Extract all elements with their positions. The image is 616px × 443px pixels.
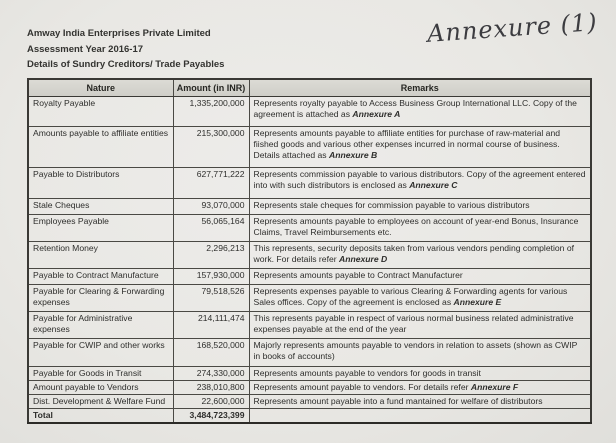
- nature-cell: Stale Cheques: [28, 198, 173, 214]
- table-row: [28, 366, 591, 380]
- total-row: [28, 408, 591, 423]
- remarks-cell: Represents commission payable to various distributors. Copy of the agreement entered into with such distributors is enclosed as Annexure C: [249, 167, 591, 198]
- table-row: [28, 198, 591, 214]
- amount-cell: 157,930,000: [173, 268, 249, 284]
- remarks-cell: Represents stale cheques for commission payable to various distributors: [249, 198, 591, 214]
- nature-cell: Royalty Payable: [28, 96, 173, 126]
- total-remarks-cell: [249, 408, 591, 423]
- handwritten-annexure-note: Annexure (1): [426, 8, 599, 48]
- table-row: [28, 311, 591, 338]
- table-row: [28, 126, 591, 167]
- nature-cell: Payable for Clearing & Forwarding expenses: [28, 284, 173, 311]
- amount-cell: 1,335,200,000: [173, 96, 249, 126]
- remarks-cell: Represents amounts payable to vendors for goods in transit: [249, 366, 591, 380]
- nature-cell: Payable for CWIP and other works: [28, 338, 173, 366]
- table-row: [28, 268, 591, 284]
- table-row: [28, 241, 591, 268]
- amount-cell: 238,010,800: [173, 380, 249, 394]
- assessment-year: Assessment Year 2016-17: [27, 43, 144, 55]
- nature-cell: Dist. Development & Welfare Fund: [28, 394, 173, 408]
- amount-cell: 56,065,164: [173, 214, 249, 241]
- amount-cell: 214,111,474: [173, 311, 249, 338]
- nature-cell: Payable to Distributors: [28, 167, 173, 198]
- company-name: Amway India Enterprises Private Limited: [27, 28, 211, 39]
- amount-cell: 215,300,000: [173, 126, 249, 167]
- remarks-cell: This represents payable in respect of various normal business related administrative expenses payable at the end of the year: [249, 311, 591, 338]
- amount-cell: 79,518,526: [173, 284, 249, 311]
- document-subtitle: Details of Sundry Creditors/ Trade Payables: [27, 59, 225, 70]
- remarks-cell: Represents amount payable to vendors. For details refer Annexure F: [249, 380, 591, 394]
- table-row: [28, 96, 591, 126]
- table-row: [28, 380, 591, 394]
- nature-cell: Amount payable to Vendors: [28, 380, 173, 394]
- header-remarks: Remarks: [249, 79, 591, 96]
- remarks-cell: Majorly represents amounts payable to vendors in relation to assets (shown as CWIP in books of accounts): [249, 338, 591, 366]
- amount-cell: 627,771,222: [173, 167, 249, 198]
- nature-cell: Payable for Goods in Transit: [28, 366, 173, 380]
- header-amount: Amount (in INR): [173, 79, 249, 96]
- remarks-cell: Represents expenses payable to various Clearing & Forwarding agents for various Sales offices. Copy of the agreement is enclosed as Annexure E: [249, 284, 591, 311]
- table-row: [28, 214, 591, 241]
- amount-cell: 274,330,000: [173, 366, 249, 380]
- nature-cell: Employees Payable: [28, 214, 173, 241]
- total-amount-cell: 3,484,723,399: [173, 408, 249, 423]
- remarks-cell: Represents amount payable into a fund mantained for welfare of distributors: [249, 394, 591, 408]
- amount-cell: 168,520,000: [173, 338, 249, 366]
- remarks-cell: Represents amounts payable to affiliate entities for purchase of raw-material and fiished goods and various other expenses incurred in normal course of business. Details attached as Annexure B: [249, 126, 591, 167]
- remarks-cell: Represents royalty payable to Access Business Group International LLC. Copy of the agreement is attached as Annexure A: [249, 96, 591, 126]
- total-label-cell: Total: [28, 408, 173, 423]
- table-body: [28, 96, 591, 408]
- nature-cell: Payable to Contract Manufacture: [28, 268, 173, 284]
- amount-cell: 22,600,000: [173, 394, 249, 408]
- nature-cell: Amounts payable to affiliate entities: [28, 126, 173, 167]
- table-header: [28, 79, 591, 96]
- document-title-block: [27, 26, 224, 73]
- table-row: [28, 167, 591, 198]
- remarks-cell: Represents amounts payable to Contract Manufacturer: [249, 268, 591, 284]
- table-row: [28, 338, 591, 366]
- nature-cell: Payable for Administrative expenses: [28, 311, 173, 338]
- payables-table: [27, 78, 592, 424]
- nature-cell: Retention Money: [28, 241, 173, 268]
- header-nature: Nature: [28, 79, 173, 96]
- table-footer: [28, 408, 591, 423]
- amount-cell: 93,070,000: [173, 198, 249, 214]
- table-row: [28, 394, 591, 408]
- table-row: [28, 284, 591, 311]
- amount-cell: 2,296,213: [173, 241, 249, 268]
- remarks-cell: Represents amounts payable to employees on account of year-end Bonus, Insurance Claims, Travel Reimbursements etc.: [249, 214, 591, 241]
- remarks-cell: This represents, security deposits taken from various vendors pending completion of work. For details refer Annexure D: [249, 241, 591, 268]
